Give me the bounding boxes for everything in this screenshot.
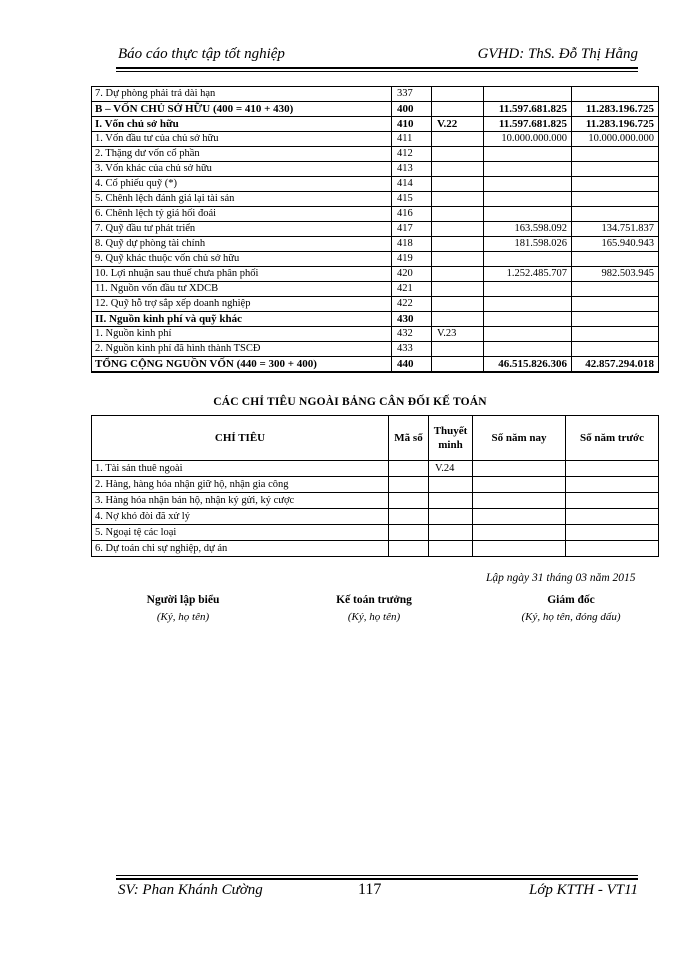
row-note — [432, 312, 484, 327]
row-note — [432, 357, 484, 373]
row-label: 9. Quỹ khác thuộc vốn chủ sở hữu — [92, 252, 392, 267]
row-label: I. Vốn chủ sở hữu — [92, 117, 392, 132]
row-note — [432, 282, 484, 297]
offbalance-table — [91, 415, 659, 557]
offbalance-header-row — [92, 416, 659, 461]
row-begin-value — [572, 252, 659, 267]
supervisor: GVHD: ThS. Đỗ Thị Hằng — [477, 46, 638, 62]
row-code — [389, 477, 429, 493]
row-label: 6. Chênh lệch tỷ giá hối đoái — [92, 207, 392, 222]
row-code: 410 — [392, 117, 432, 132]
row-note — [432, 162, 484, 177]
row-begin-value — [566, 477, 659, 493]
offbalance-title: CÁC CHỈ TIÊU NGOÀI BẢNG CÂN ĐỐI KẾ TOÁN — [213, 396, 487, 408]
class-name: Lớp KTTH - VT11 — [528, 882, 638, 898]
row-begin-value — [566, 493, 659, 509]
row-end-value: 181.598.026 — [484, 237, 572, 252]
signature-director — [486, 592, 656, 626]
balance-sheet-body — [92, 87, 659, 373]
row-code: 413 — [392, 162, 432, 177]
row-end-value — [484, 177, 572, 192]
table-row — [92, 357, 659, 373]
row-end-value — [484, 162, 572, 177]
table-row — [92, 267, 659, 282]
row-begin-value — [572, 177, 659, 192]
row-begin-value — [572, 282, 659, 297]
table-row — [92, 192, 659, 207]
row-label: II. Nguồn kinh phí và quỹ khác — [92, 312, 392, 327]
row-begin-value — [572, 342, 659, 357]
row-label: 5. Ngoại tệ các loại — [92, 525, 389, 541]
row-end-value — [484, 147, 572, 162]
row-label: 10. Lợi nhuận sau thuế chưa phân phối — [92, 267, 392, 282]
row-end-value — [484, 87, 572, 102]
row-code: 440 — [392, 357, 432, 373]
table-row — [92, 525, 659, 541]
row-end-value — [484, 282, 572, 297]
row-note: V.23 — [432, 327, 484, 342]
row-end-value — [484, 207, 572, 222]
row-code: 412 — [392, 147, 432, 162]
col-code: Mã số — [389, 416, 429, 461]
table-row — [92, 252, 659, 267]
table-row — [92, 207, 659, 222]
director-sub: (Ký, họ tên, đóng dấu) — [521, 611, 621, 623]
table-row — [92, 222, 659, 237]
row-code: 411 — [392, 132, 432, 147]
row-label: 1. Vốn đầu tư của chủ sở hữu — [92, 132, 392, 147]
row-code: 414 — [392, 177, 432, 192]
row-label: 11. Nguồn vốn đầu tư XDCB — [92, 282, 392, 297]
page-number: 117 — [358, 881, 382, 898]
table-row — [92, 541, 659, 557]
row-code: 420 — [392, 267, 432, 282]
row-label: 3. Hàng hóa nhận bán hộ, nhận ký gửi, ký cược — [92, 493, 389, 509]
row-label: 3. Vốn khác của chủ sở hữu — [92, 162, 392, 177]
row-note — [432, 102, 484, 117]
row-note — [429, 525, 473, 541]
table-row — [92, 162, 659, 177]
row-begin-value — [572, 207, 659, 222]
header-rule-thin — [116, 71, 638, 72]
row-end-value — [473, 541, 566, 557]
row-begin-value — [572, 87, 659, 102]
row-note — [432, 267, 484, 282]
row-label: TỔNG CỘNG NGUỒN VỐN (440 = 300 + 400) — [92, 357, 392, 373]
table-row — [92, 87, 659, 102]
signature-accountant — [289, 592, 459, 626]
row-note — [429, 493, 473, 509]
row-begin-value — [572, 312, 659, 327]
preparer-sub: (Ký, họ tên) — [156, 611, 210, 623]
row-end-value — [484, 327, 572, 342]
row-code: 430 — [392, 312, 432, 327]
row-note — [432, 252, 484, 267]
table-row — [92, 327, 659, 342]
row-note: V.22 — [432, 117, 484, 132]
table-row — [92, 461, 659, 477]
table-row — [92, 312, 659, 327]
row-code: 337 — [392, 87, 432, 102]
row-label: 2. Thặng dư vốn cổ phần — [92, 147, 392, 162]
report-title: Báo cáo thực tập tốt nghiệp — [118, 46, 285, 62]
row-code — [389, 541, 429, 557]
row-begin-value: 42.857.294.018 — [572, 357, 659, 373]
row-end-value — [473, 525, 566, 541]
table-row — [92, 342, 659, 357]
table-row — [92, 297, 659, 312]
row-note — [432, 87, 484, 102]
row-begin-value — [566, 509, 659, 525]
director-title: Giám đốc — [547, 594, 595, 606]
row-begin-value: 11.283.196.725 — [572, 117, 659, 132]
col-begin: Số năm trước — [566, 416, 659, 461]
student-name: SV: Phan Khánh Cường — [118, 882, 263, 898]
row-begin-value — [572, 192, 659, 207]
table-row — [92, 237, 659, 252]
table-row — [92, 477, 659, 493]
col-note: Thuyết minh — [429, 416, 473, 461]
table-row — [92, 509, 659, 525]
row-label: 5. Chênh lệch đánh giá lại tài sản — [92, 192, 392, 207]
row-end-value — [484, 252, 572, 267]
row-code: 422 — [392, 297, 432, 312]
col-end: Số năm nay — [473, 416, 566, 461]
row-label: 12. Quỹ hỗ trợ sắp xếp doanh nghiệp — [92, 297, 392, 312]
table-row — [92, 132, 659, 147]
row-note — [432, 342, 484, 357]
row-note — [432, 237, 484, 252]
row-end-value — [484, 342, 572, 357]
report-date: Lập ngày 31 tháng 03 năm 2015 — [486, 572, 636, 584]
col-item: CHỈ TIÊU — [92, 416, 389, 461]
preparer-title: Người lập biểu — [146, 594, 220, 606]
row-end-value — [473, 509, 566, 525]
row-code: 421 — [392, 282, 432, 297]
row-begin-value: 165.940.943 — [572, 237, 659, 252]
row-label: 1. Nguồn kinh phí — [92, 327, 392, 342]
row-end-value: 11.597.681.825 — [484, 117, 572, 132]
row-note — [432, 147, 484, 162]
row-code: 417 — [392, 222, 432, 237]
row-end-value: 163.598.092 — [484, 222, 572, 237]
row-code: 416 — [392, 207, 432, 222]
row-label: 2. Hàng, hàng hóa nhận giữ hộ, nhận gia công — [92, 477, 389, 493]
row-code: 400 — [392, 102, 432, 117]
row-label: B – VỐN CHỦ SỞ HỮU (400 = 410 + 430) — [92, 102, 392, 117]
table-row — [92, 177, 659, 192]
accountant-sub: (Ký, họ tên) — [347, 611, 401, 623]
row-note — [432, 297, 484, 312]
row-code — [389, 493, 429, 509]
row-label: 6. Dự toán chi sự nghiệp, dự án — [92, 541, 389, 557]
row-note — [429, 509, 473, 525]
header-rule — [116, 67, 638, 69]
table-row — [92, 102, 659, 117]
row-label: 8. Quỹ dự phòng tài chính — [92, 237, 392, 252]
row-end-value — [484, 297, 572, 312]
row-note — [432, 207, 484, 222]
row-note: V.24 — [429, 461, 473, 477]
row-note — [432, 177, 484, 192]
table-row — [92, 282, 659, 297]
row-begin-value: 10.000.000.000 — [572, 132, 659, 147]
row-end-value — [484, 312, 572, 327]
row-code: 433 — [392, 342, 432, 357]
row-end-value — [473, 461, 566, 477]
row-label: 7. Quỹ đầu tư phát triển — [92, 222, 392, 237]
row-end-value: 1.252.485.707 — [484, 267, 572, 282]
row-note — [429, 477, 473, 493]
row-note — [432, 132, 484, 147]
table-row — [92, 147, 659, 162]
row-code: 432 — [392, 327, 432, 342]
row-note — [432, 222, 484, 237]
row-label: 7. Dự phòng phải trả dài hạn — [92, 87, 392, 102]
row-begin-value — [572, 327, 659, 342]
page-header — [118, 44, 638, 68]
offbalance-body — [92, 461, 659, 557]
row-code: 418 — [392, 237, 432, 252]
signature-preparer — [98, 592, 268, 626]
row-begin-value — [566, 525, 659, 541]
row-begin-value — [572, 162, 659, 177]
row-begin-value: 134.751.837 — [572, 222, 659, 237]
row-label: 4. Nợ khó đòi đã xử lý — [92, 509, 389, 525]
row-code: 419 — [392, 252, 432, 267]
row-end-value — [484, 192, 572, 207]
row-end-value: 10.000.000.000 — [484, 132, 572, 147]
row-begin-value — [566, 541, 659, 557]
row-note — [429, 541, 473, 557]
row-end-value — [473, 477, 566, 493]
row-end-value: 11.597.681.825 — [484, 102, 572, 117]
row-end-value — [473, 493, 566, 509]
row-label: 4. Cổ phiếu quỹ (*) — [92, 177, 392, 192]
table-row — [92, 117, 659, 132]
row-note — [432, 192, 484, 207]
row-code: 415 — [392, 192, 432, 207]
accountant-title: Kế toán trưởng — [336, 594, 412, 606]
row-begin-value — [572, 147, 659, 162]
table-row — [92, 493, 659, 509]
page-footer — [118, 880, 638, 904]
row-begin-value: 11.283.196.725 — [572, 102, 659, 117]
row-label: 1. Tài sản thuê ngoài — [92, 461, 389, 477]
row-end-value: 46.515.826.306 — [484, 357, 572, 373]
balance-sheet-table — [91, 86, 659, 373]
row-begin-value — [566, 461, 659, 477]
row-code — [389, 509, 429, 525]
footer-rule-thin — [116, 875, 638, 876]
row-begin-value: 982.503.945 — [572, 267, 659, 282]
row-begin-value — [572, 297, 659, 312]
row-code — [389, 525, 429, 541]
row-label: 2. Nguồn kinh phí đã hình thành TSCĐ — [92, 342, 392, 357]
row-code — [389, 461, 429, 477]
